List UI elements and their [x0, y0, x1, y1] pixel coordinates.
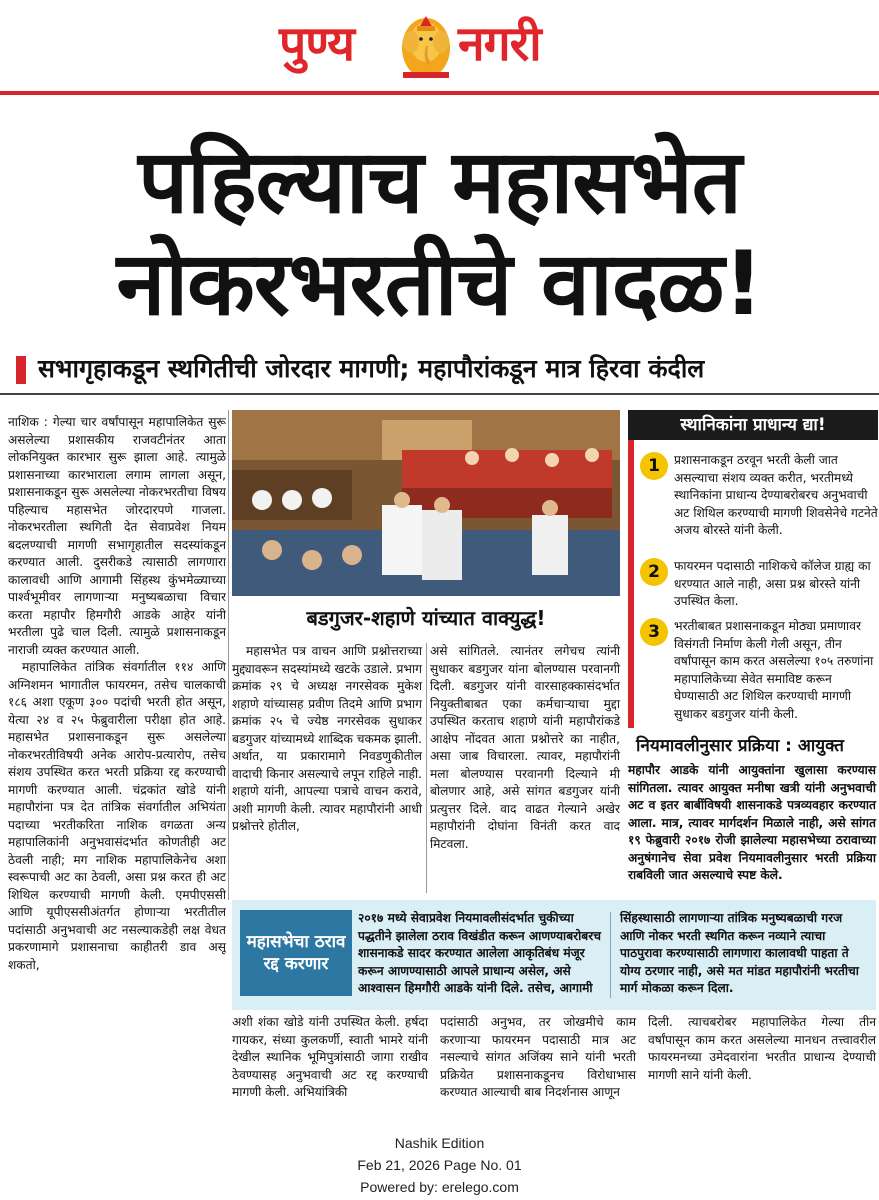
point-number-badge: 3 — [640, 618, 668, 646]
sidebar-point — [640, 558, 876, 608]
brand-name-right: नगरी — [458, 16, 541, 72]
masthead-rule — [0, 91, 879, 95]
photo-caption: बडगुजर-शहाणे यांच्यात वाक्युद्ध! — [306, 606, 546, 630]
masthead — [0, 0, 879, 92]
right-article-heading: नियमावलीनुसार प्रक्रिया : आयुक्त — [636, 736, 844, 756]
column-divider — [426, 643, 427, 893]
council-hall-photo — [232, 410, 620, 596]
column-3-text: असे सांगितले. त्यानंतर लगेचच त्यांनी सुधाकर बडगुजर यांना बोलण्यास परवानगी दिली. बडगुजर यांनी वारसाहक्कासंदर्भात नियुक्तीबाबत एका कर्मचाऱ्याचा मुद्दा उपस्थित करताच शहाणे यांनी महापौरांकडे आक्षेप नोंदवत आता प्रश्नोत्तरे का नाहीत, असा जाब विचारला. त्यावर, महापौरांनी मला बोलण्यास परवानगी दिल्याने मी बोलणार आहे, असे सांगत बडगुजर यांनी प्रत्युत्तर दिले. वाद वाढत गेल्याने अखेर महापौरांनी दोघांना विनंती करत वाद मिटवला. — [430, 644, 620, 851]
highlight-box-divider — [610, 912, 611, 998]
subhead-text: सभागृहाकडून स्थगितीची जोरदार मागणी; महापौरांकडून मात्र हिरवा कंदील — [38, 354, 705, 383]
subheadline — [16, 352, 866, 386]
column-divider — [228, 410, 229, 900]
bottom-column-4: दिली. त्याचबरोबर महापालिकेत गेल्या तीन वर्षांपासून काम करत असलेल्या मानधन तत्त्वावरील फायरमनच्या उमेदवारांना भरतीत प्राधान्य देण्याची मागणी साने यांनी केली. — [648, 1015, 876, 1082]
point-text: फायरमन पदासाठी नाशिकचे कॉलेज ग्राह्य का धरण्यात आले नाही, असा प्रश्न बोरस्ते यांनी उपस्थित केला. — [674, 559, 871, 608]
date-page-label: Feb 21, 2026 Page No. 01 — [357, 1157, 522, 1173]
brand-name-left: पुण्य — [279, 16, 354, 72]
column-2-text: महासभेत पत्र वाचन आणि प्रश्नोत्तराच्या मुद्द्यावरून सदस्यांमध्ये खटके उडाले. प्रभाग क्रमांक २९ चे अध्यक्ष नगरसेवक मुकेश शहाणे यांच्यासह प्रवीण तिदमे आणि प्रभाग क्रमांक २५ चे ज्येष्ठ नगरसेवक सुधाकर बडगुजर यांच्यामध्ये शाब्दिक चकमक झाली. अर्थात, या प्रकारामागे निवडणुकीतील वादाची किनार असल्याचे लपून राहिले नाही. शहाणे यांनी, आपल्या पत्राचे वाचन करावे, अशी मागणी केली. त्यावर महापौरांनी आधी प्रश्नोत्तरे होतील, — [232, 644, 422, 833]
subhead-rule — [0, 393, 879, 395]
right-article-body: महापौर आडके यांनी आयुक्तांना खुलासा करण्यास सांगितला. त्यावर आयुक्त मनीषा खत्री यांनी अनुभवाची अट व इतर बाबींविषयी शासनाकडे पत्रव्यवहार करण्यात आला. मात्र, त्यावर मार्गदर्शन मिळाले नाही, असे सांगत १९ फेब्रुवारी २०१७ रोजी झालेल्या महासभेच्या ठरावाच्या अनुषंगानेच सेवा प्रवेश नियमावलीनुसार भरती प्रक्रिया राबविली जात असल्याचे स्पष्ट केले. — [628, 763, 876, 882]
bottom-column-2: अशी शंका खोडे यांनी उपस्थित केली. हर्षदा गायकर, संध्या कुलकर्णी, स्वाती भामरे यांनी देखील स्थानिक भूमिपुत्रांसाठी जागा राखीव ठेवण्यासह अनुभवाची अट रद्द करण्याची मागणी केली. अभियांत्रिकी — [232, 1015, 428, 1099]
article-column-2 — [232, 643, 422, 836]
ganesh-logo-icon — [395, 2, 457, 82]
article-column-3 — [430, 643, 620, 853]
point-text: प्रशासनाकडून ठरवून भरती केली जात असल्याचा संशय व्यक्त करीत, भरतीमध्ये स्थानिकांना प्राधान्य देण्याबरोबरच अनुभवाची अट शिथिल करण्याची मागणी शिवसेनेचे गटनेते अजय बोरस्ते यांनी केली. — [674, 453, 878, 537]
point-number-badge: 1 — [640, 452, 668, 480]
sidebar-point — [640, 452, 876, 542]
article-column-1 — [8, 414, 226, 1114]
highlight-box-text-1: २०१७ मध्ये सेवाप्रवेश नियमावलीसंदर्भात चुकीच्या पद्धतीने झालेला ठराव विखंडीत करून आणण्याबरोबरच शासनाकडे सादर करण्यात आलेला आकृतिबंध मंजूर करून आणण्यासाठी आपले प्राधान्य असेल, असे आश्वासन हिमगौरी आडके यांनी दिले. तसेच, आगामी — [358, 911, 601, 995]
headline-line-2: नोकरभरतीचे वादळ! — [116, 232, 763, 335]
point-number-badge: 2 — [640, 558, 668, 586]
sidebar-point — [640, 618, 876, 728]
bottom-column-3: पदांसाठी अनुभव, तर जोखमीचे काम करणाऱ्या फायरमन पदासाठी मात्र अट नसल्याचे सांगत अजिंक्य साने यांनी भरती प्रक्रियेत प्रशासनाकडूनच विरोधाभास करण्यात आल्याची बाब निदर्शनास आणून — [440, 1015, 636, 1099]
headline-line-1: पहिल्याच महासभेत — [138, 130, 741, 233]
sidebar-local-priority — [628, 410, 878, 728]
subhead-marker — [16, 356, 26, 384]
sidebar-title: स्थानिकांना प्राधान्य द्या! — [628, 410, 878, 440]
column-1-paragraph-2: महापालिकेत तांत्रिक संवर्गातील ११४ आणि अग्निशमन भागातील फायरमन, तसेच चालकाची १८६ अशा एकूण ३०० पदांची भरती होत असून, येत्या २४ व २५ फेब्रुवारीला परीक्षा होत आहे. महासभेत प्रशासनाकडून सुरू असलेल्या नोकरभरतीविषयी अनेक आरोप-प्रत्यारोप, तसेच संशय उपस्थित करत भरती प्रक्रिया रद्द करण्याची मागणी करण्यात आली. चंद्रकांत खोडे यांनी महापौरांना पत्र देत तांत्रिक संवर्गातील अभियंता पदाच्या भरतीकरिता नाशिक वगळता अन्य महापालिकांनी अनुभवासंदर्भात कोणतीही अट ठेवली नाही; मग नाशिक महापालिकेनेच अशा स्वरूपाची अट का ठेवली, असा प्रश्न करत ही अट शिथिल करण्याची मागणी केली. एमपीएससी आणि यूपीएससीअंतर्गत होणाऱ्या भरतीतील पदांसाठी अनुभवाची अट नसल्याकडेही लक्ष वेधत प्रकरणामागे प्रशासनाचा काहीतरी डाव असू शकतो, — [8, 660, 226, 972]
highlight-box — [232, 900, 876, 1010]
sidebar-marker — [628, 440, 634, 728]
page-footer — [0, 1132, 879, 1198]
highlight-box-text-2: सिंहस्थासाठी लागणाऱ्या तांत्रिक मनुष्यबळाची गरज आणि नोकर भरती स्थगित करून नव्याने त्याचा पाठपुरावा करण्यासाठी लागणारा कालावधी पाहता ते योग्य ठरणार नाही, असे मत मांडत महापौरांनी भरतीचा मार्ग मोकळा करून दिला. — [620, 911, 859, 995]
point-text: भरतीबाबत प्रशासनाकडून मोठ्या प्रमाणावर विसंगती निर्माण केली गेली असून, तीन वर्षांपासून काम करत असलेल्या १०५ तरुणांना महापालिकेच्या सेवेत समाविष्ट करून घेण्यासाठी अट शिथिल करण्याची मागणी सुधाकर बडगुजर यांनी केली. — [674, 619, 874, 721]
highlight-box-title: महासभेचा ठराव रद्द करणार — [240, 910, 352, 996]
column-1-paragraph-1: नाशिक : गेल्या चार वर्षांपासून महापालिकेत सुरू असलेल्या प्रशासकीय राजवटीनंतर आता लोकनियुक्त कारभार सुरू झाला आहे. त्यामुळे प्रशासनाच्या कारभाराला लगाम लागला असून, प्रशासनाकडून सुरू असलेल्या नोकरभरतीचा विषय पहिल्याच महासभेत जोरदारपणे गाजला. नोकरभरतीला स्थगिती देत सेवाप्रवेश नियम बदलण्याची मागणी सभागृहातील सदस्यांकडून करण्यात आली. दुसरीकडे त्यासाठी लागणारा कालावधी आणि आगामी सिंहस्थ कुंभमेळ्याच्या पार्श्वभूमीवर लागणाऱ्या मनुष्यबळाचा विचार करता महापौर हिमगौरी आडके आहेर यांनी भरतीला पुढे चाल दिली. त्यामुळे प्रशासनाकडून नाराजी व्यक्त करण्यात आली. — [8, 415, 226, 657]
powered-by-link[interactable]: Powered by: erelego.com — [360, 1179, 519, 1195]
edition-label: Nashik Edition — [394, 1135, 485, 1151]
